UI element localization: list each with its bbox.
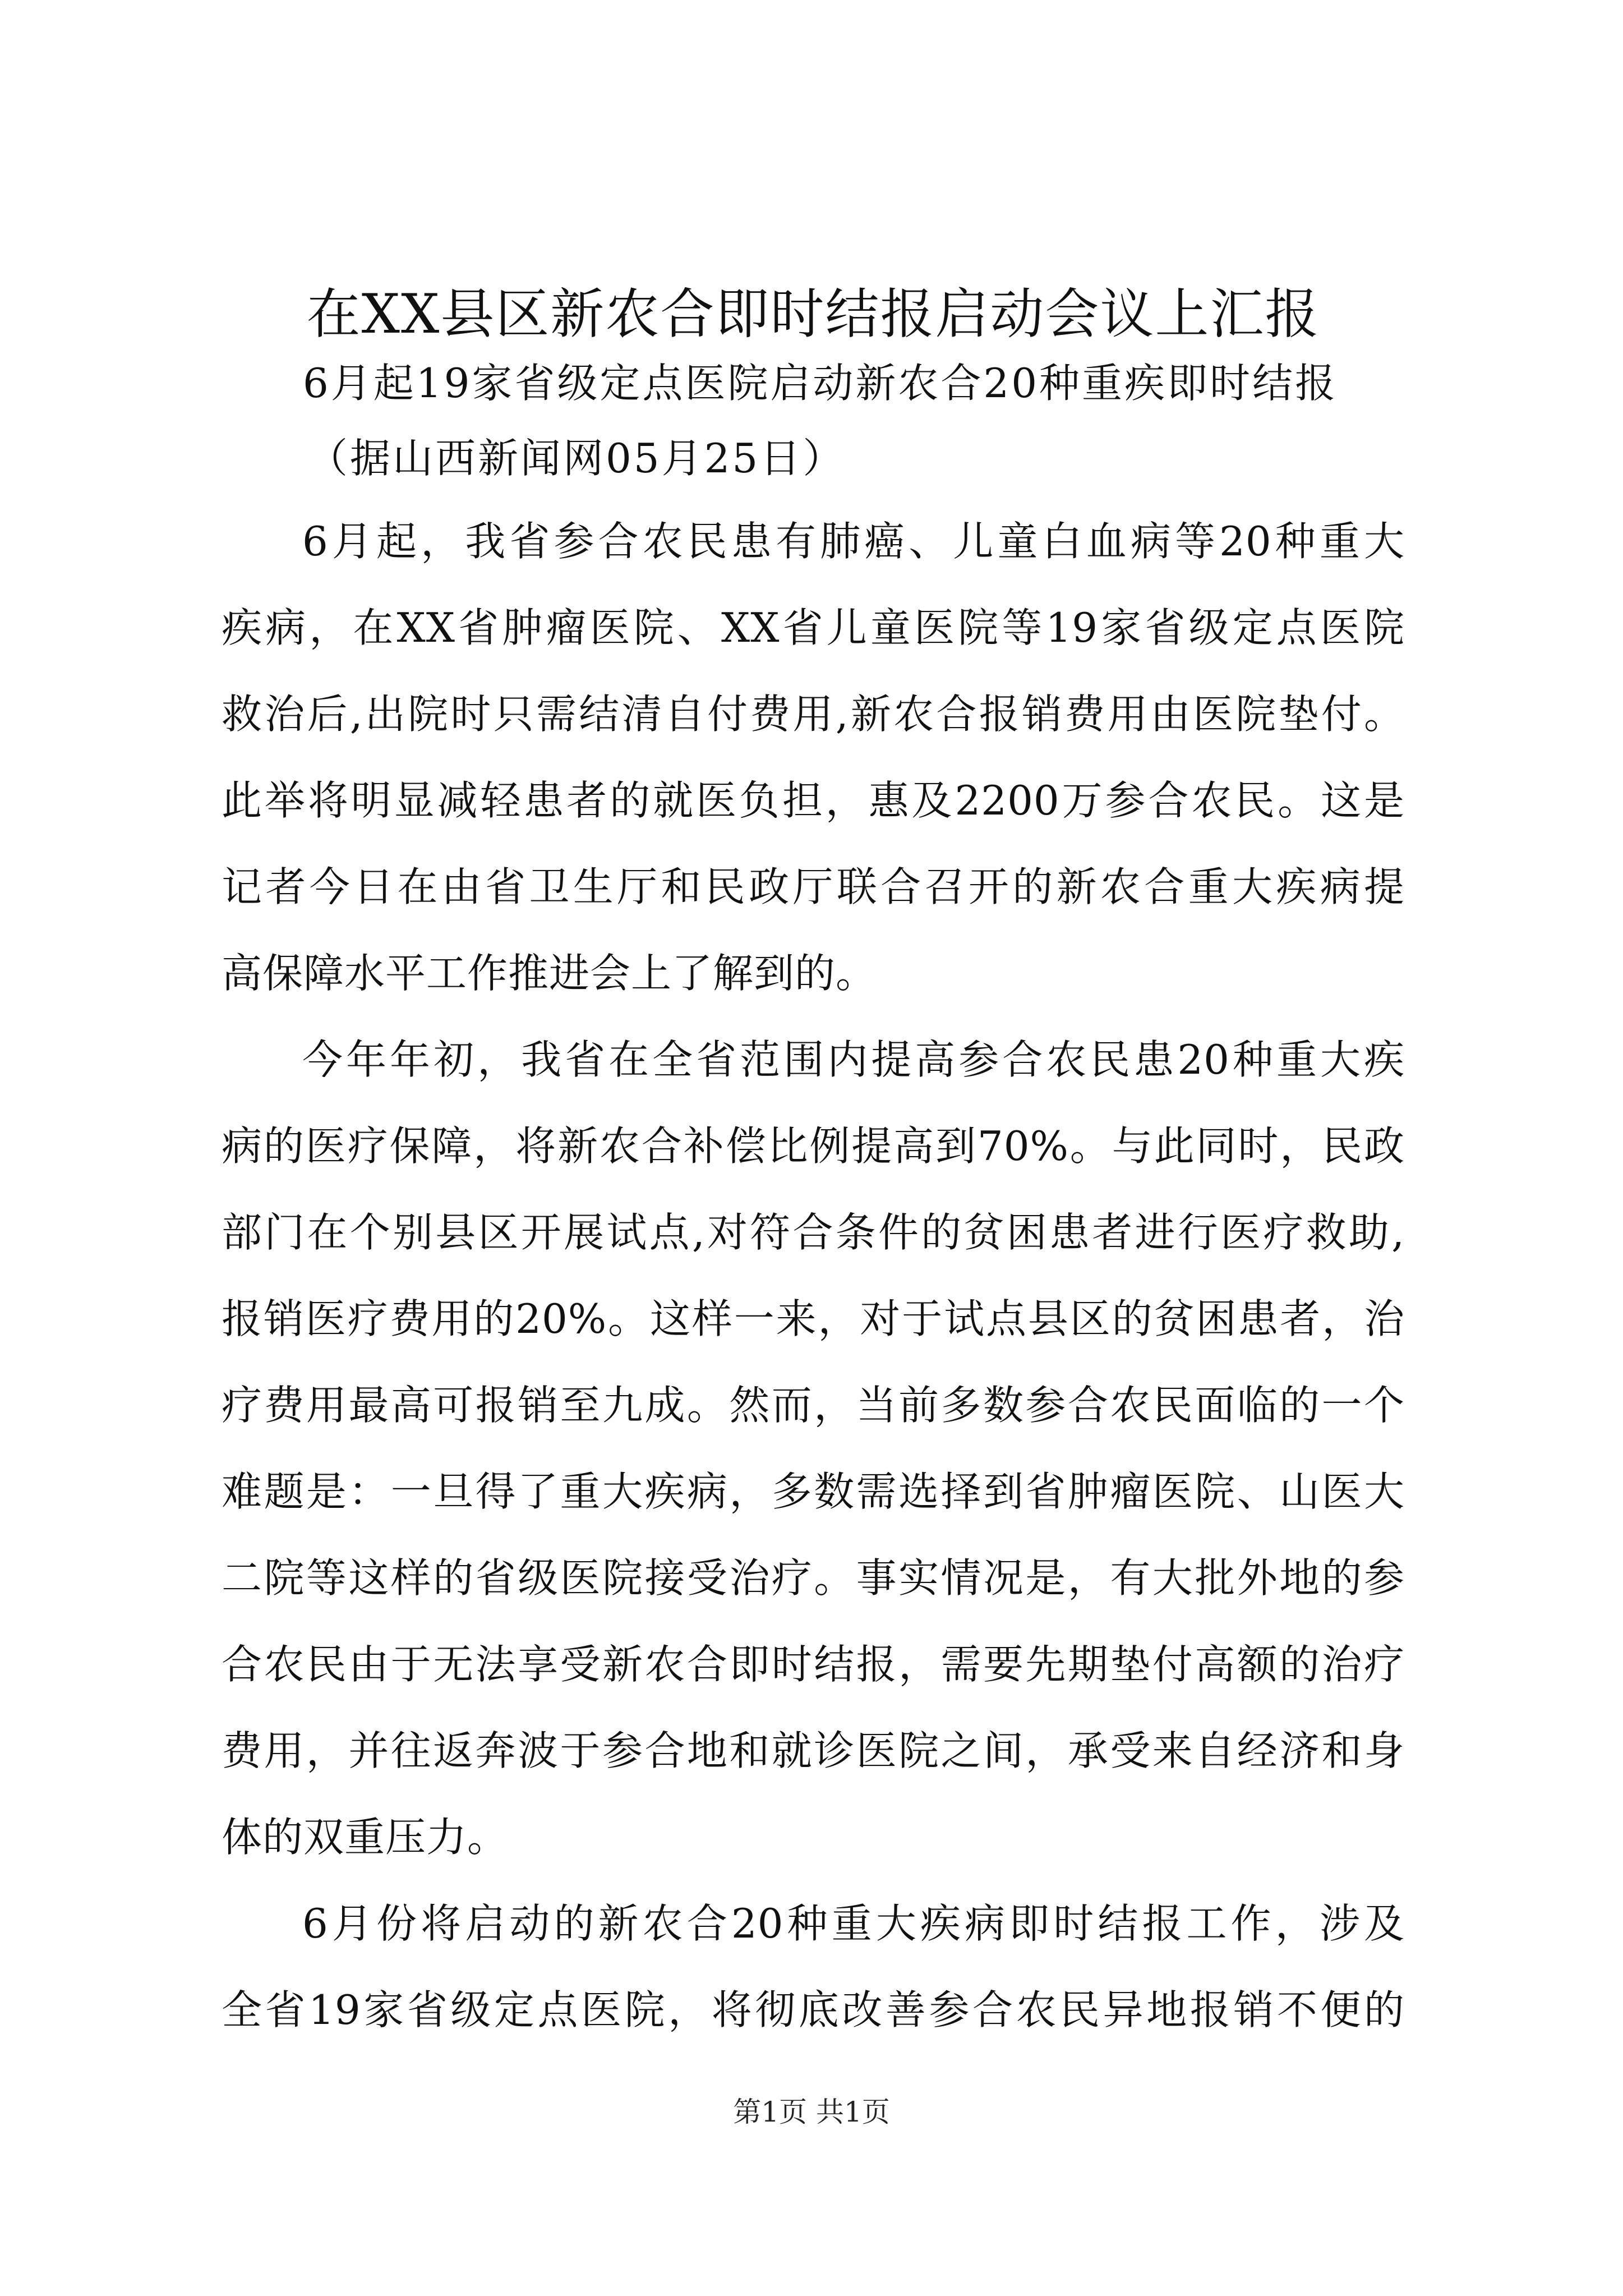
paragraph-line: 疾病，在XX省肿瘤医院、XX省儿童医院等19家省级定点医院 xyxy=(222,604,1405,651)
paragraph-line: 合农民由于无法享受新农合即时结报，需要先期垫付高额的治疗 xyxy=(222,1641,1405,1688)
paragraph-line: 全省19家省级定点医院，将彻底改善参合农民异地报销不便的 xyxy=(222,1986,1405,2033)
paragraph xyxy=(222,498,1405,1016)
document-body xyxy=(222,498,1405,2053)
paragraph-line: 病的医疗保障，将新农合补偿比例提高到70%。与此同时，民政 xyxy=(222,1122,1405,1170)
paragraph xyxy=(222,1016,1405,1880)
paragraph-line: 部门在个别县区开展试点,对符合条件的贫困患者进行医疗救助, xyxy=(222,1209,1405,1256)
paragraph xyxy=(222,1880,1405,2053)
paragraph-line: 报销医疗费用的20%。这样一来，对于试点县区的贫困患者，治 xyxy=(222,1295,1405,1342)
paragraph-line: 体的双重压力。 xyxy=(222,1814,509,1861)
paragraph-line: 记者今日在由省卫生厅和民政厅联合召开的新农合重大疾病提 xyxy=(222,863,1405,910)
paragraph-line: 高保障水平工作推进会上了解到的。 xyxy=(222,950,877,997)
paragraph-line: 6月份将启动的新农合20种重大疾病即时结报工作，涉及 xyxy=(302,1900,1405,1947)
paragraph-line: 费用，并往返奔波于参合地和就诊医院之间，承受来自经济和身 xyxy=(222,1727,1405,1774)
paragraph-line: 救治后,出院时只需结清自付费用,新农合报销费用由医院垫付。 xyxy=(222,691,1405,738)
paragraph-line: 此举将明显减轻患者的就医负担，惠及2200万参合农民。这是 xyxy=(222,777,1405,824)
document-source: （据山西新闻网05月25日） xyxy=(307,435,846,482)
paragraph-line: 6月起，我省参合农民患有肺癌、儿童白血病等20种重大 xyxy=(302,518,1405,565)
paragraph-line: 今年年初，我省在全省范围内提高参合农民患20种重大疾 xyxy=(302,1036,1405,1083)
paragraph-line: 二院等这样的省级医院接受治疗。事实情况是，有大批外地的参 xyxy=(222,1554,1405,1602)
document-title: 在XX县区新农合即时结报启动会议上汇报 xyxy=(306,283,1320,346)
page-number-footer: 第1页 共1页 xyxy=(733,2096,890,2128)
paragraph-line: 疗费用最高可报销至九成。然而，当前多数参合农民面临的一个 xyxy=(222,1382,1405,1429)
document-subtitle: 6月起19家省级定点医院启动新农合20种重疾即时结报 xyxy=(303,360,1338,407)
paragraph-line: 难题是：一旦得了重大疾病，多数需选择到省肿瘤医院、山医大 xyxy=(222,1468,1405,1515)
